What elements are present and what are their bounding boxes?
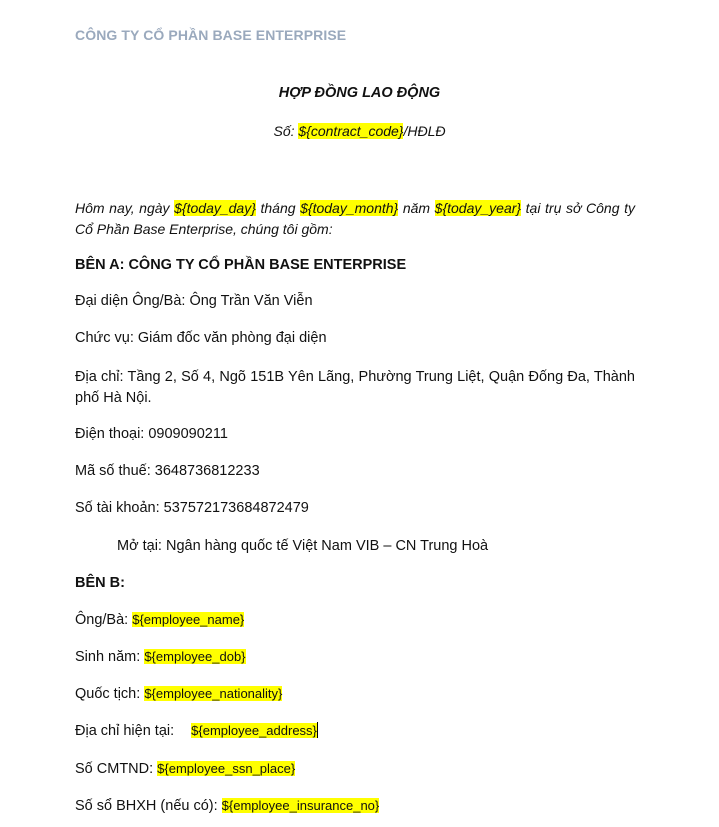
party-a-position: Chức vụ: Giám đốc văn phòng đại diện xyxy=(75,330,327,346)
party-b-id-row xyxy=(75,760,295,778)
party-a-heading xyxy=(75,256,406,274)
employee-insurance-no-placeholder[interactable]: ${employee_insurance_no} xyxy=(221,798,380,813)
party-b-address-row xyxy=(75,722,318,740)
party-b-nationality-row xyxy=(75,685,282,703)
party-a-phone: Điện thoại: 0909090211 xyxy=(75,426,228,442)
employee-address-placeholder[interactable]: ${employee_address} xyxy=(191,723,317,738)
party-a-account: Số tài khoản: 537572173684872479 xyxy=(75,500,309,516)
field-label: Sinh năm: xyxy=(75,649,145,665)
field-label: Số CMTND: xyxy=(75,761,158,777)
contract-number xyxy=(0,122,719,140)
company-header: CÔNG TY CỔ PHẦN BASE ENTERPRISE xyxy=(75,27,347,43)
party-a-tax-code: Mã số thuế: 3648736812233 xyxy=(75,463,260,479)
field-label: Quốc tịch: xyxy=(75,686,145,702)
party-b-insurance-row xyxy=(75,797,379,815)
text-cursor xyxy=(317,722,318,738)
employee-dob-placeholder[interactable]: ${employee_dob} xyxy=(144,649,246,664)
intro-text: Hôm nay, ngày xyxy=(75,200,175,216)
party-b-dob-row xyxy=(75,648,246,666)
contract-code-placeholder[interactable]: ${contract_code} xyxy=(298,123,404,139)
intro-text: tại trụ sở Công ty Cổ Phần Base Enterprise, chúng tôi gồm: xyxy=(75,200,635,237)
employee-nationality-placeholder[interactable]: ${employee_nationality} xyxy=(144,686,283,701)
party-a-address: Địa chỉ: Tầng 2, Số 4, Ngõ 151B Yên Lãng, Phường Trung Liệt, Quận Đống Đa, Thành phố Hà Nội. xyxy=(75,369,635,406)
field-label: Số sổ BHXH (nếu có): xyxy=(75,798,222,814)
today-month-placeholder[interactable]: ${today_month} xyxy=(300,200,399,216)
party-b-name-row xyxy=(75,611,244,629)
today-year-placeholder[interactable]: ${today_year} xyxy=(434,200,522,216)
intro-text: năm xyxy=(398,200,435,216)
party-b-heading: BÊN B: xyxy=(75,575,125,591)
party-a-label: BÊN A: xyxy=(75,257,129,273)
contract-number-prefix: Số: xyxy=(273,123,299,139)
employee-ssn-place-placeholder[interactable]: ${employee_ssn_place} xyxy=(157,761,296,776)
party-a-company-name: CÔNG TY CỔ PHẦN BASE ENTERPRISE xyxy=(128,257,407,273)
today-day-placeholder[interactable]: ${today_day} xyxy=(174,200,256,216)
field-label: Ông/Bà: xyxy=(75,612,133,628)
intro-text: tháng xyxy=(255,200,301,216)
party-a-representative: Đại diện Ông/Bà: Ông Trần Văn Viễn xyxy=(75,293,313,309)
field-label: Địa chỉ hiện tại: xyxy=(75,723,175,739)
document-title: HỢP ĐỒNG LAO ĐỘNG xyxy=(278,85,441,101)
intro-paragraph xyxy=(75,198,635,240)
employee-name-placeholder[interactable]: ${employee_name} xyxy=(132,612,245,627)
contract-number-suffix: /HĐLĐ xyxy=(403,123,446,139)
party-a-bank: Mở tại: Ngân hàng quốc tế Việt Nam VIB – CN Trung Hoà xyxy=(117,538,489,554)
